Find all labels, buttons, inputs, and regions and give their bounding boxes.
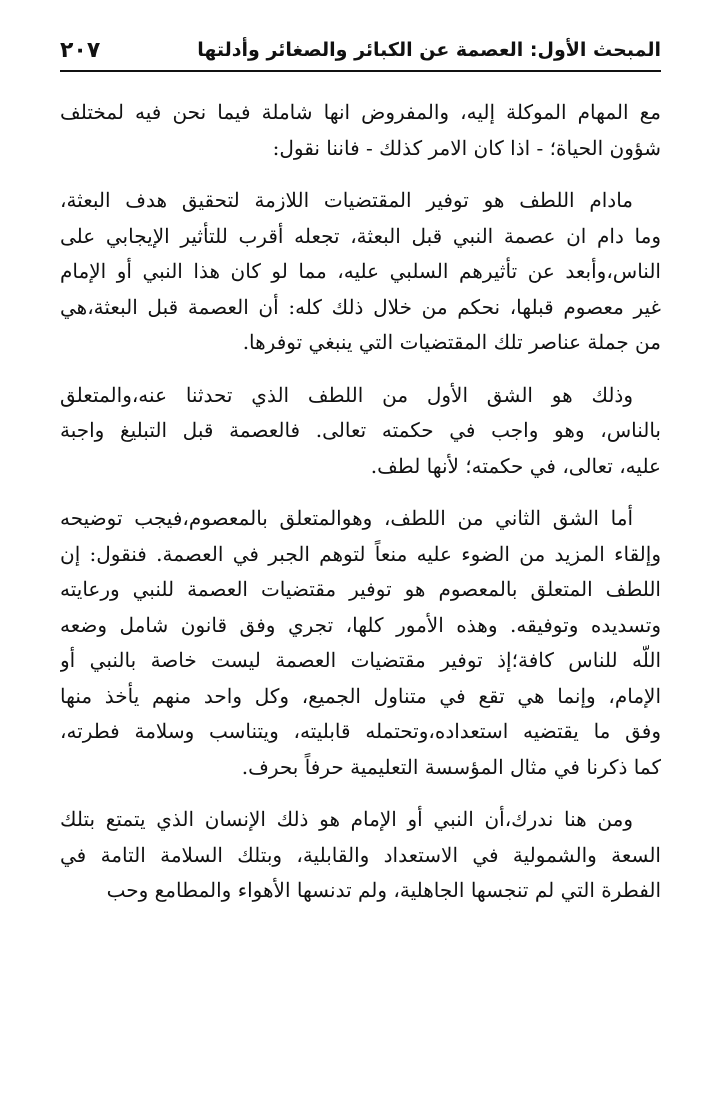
page-number: ٢٠٧ [60,37,101,63]
text-line: السعة والشمولية في الاستعداد والقابلية، وبتلك السلامة التامة في [60,842,661,867]
text-line: كما ذكرنا في مثال المؤسسة التعليمية حرفاً بحرف. [241,754,661,779]
text-line: وإلقاء المزيد من الضوء عليه منعاً لتوهم الجبر في العصمة. فنقول: إن [60,541,661,566]
paragraph [60,95,661,166]
text-line: وتسديده وتوفيقه. وهذه الأمور كلها، تجري وفق قانون شامل وضعه [60,612,661,637]
paragraph [60,378,661,485]
text-line: بالناس، وهو واجب في حكمته تعالى. فالعصمة قبل التبليغ واجبة [60,418,661,442]
text-line: وما دام ان عصمة النبي قبل البعثة، تجعله أقرب للتأثير الإيجابي على [60,223,661,248]
text-line: وذلك هو الشق الأول من اللطف الذي تحدثنا عنه،والمتعلق [60,382,633,407]
text-line: أما الشق الثاني من اللطف، وهوالمتعلق بالمعصوم،فيجب توضيحه [60,506,633,530]
text-line: مادام اللطف هو توفير المقتضيات اللازمة لتحقيق هدف البعثة، [60,188,633,212]
text-line: اللّه للناس كافة؛إذ توفير مقتضيات العصمة ليست خاصة بالنبي أو [60,648,661,672]
text-line: عليه، تعالى، في حكمته؛ لأنها لطف. [370,453,661,478]
text-line: ومن هنا ندرك،أن النبي أو الإمام هو ذلك الإنسان الذي يتمتع بتلك [60,807,633,831]
text-line: اللطف المتعلق بالمعصوم هو توفير مقتضيات العصمة للنبي ورعايته [60,577,661,601]
page-body [60,95,661,926]
running-header [60,30,661,72]
text-line: الفطرة التي لم تنجسها الجاهلية، ولم تدنسها الأهواء والمطامع وحب [106,878,661,902]
text-line: الناس،وأبعد عن تأثيرهم السلبي عليه، مما لو كان هذا النبي أو الإمام [60,259,661,283]
text-line: الإمام، وإنما هي تقع في متناول الجميع، وكل واحد منهم يأخذ منها [60,683,661,708]
text-line: شؤون الحياة؛ - اذا كان الامر كذلك - فاننا نقول: [272,135,661,160]
text-line: غير معصوم قبلها، نحكم من خلال ذلك كله: أن العصمة قبل البعثة،هي [60,294,661,319]
text-line: من جملة عناصر تلك المقتضيات التي ينبغي توفرها. [242,330,661,354]
paragraph [60,501,661,785]
text-line: مع المهام الموكلة إليه، والمفروض انها شاملة فيما نحن فيه لمختلف [60,100,661,124]
paragraph [60,802,661,909]
text-line: وفق ما يقتضيه استعداده،وتحتمله قابليته، ويتناسب وسلامة فطرته، [60,719,661,743]
chapter-title: المبحث الأول: العصمة عن الكبائر والصغائر وأدلتها [197,39,661,61]
paragraph [60,183,661,361]
